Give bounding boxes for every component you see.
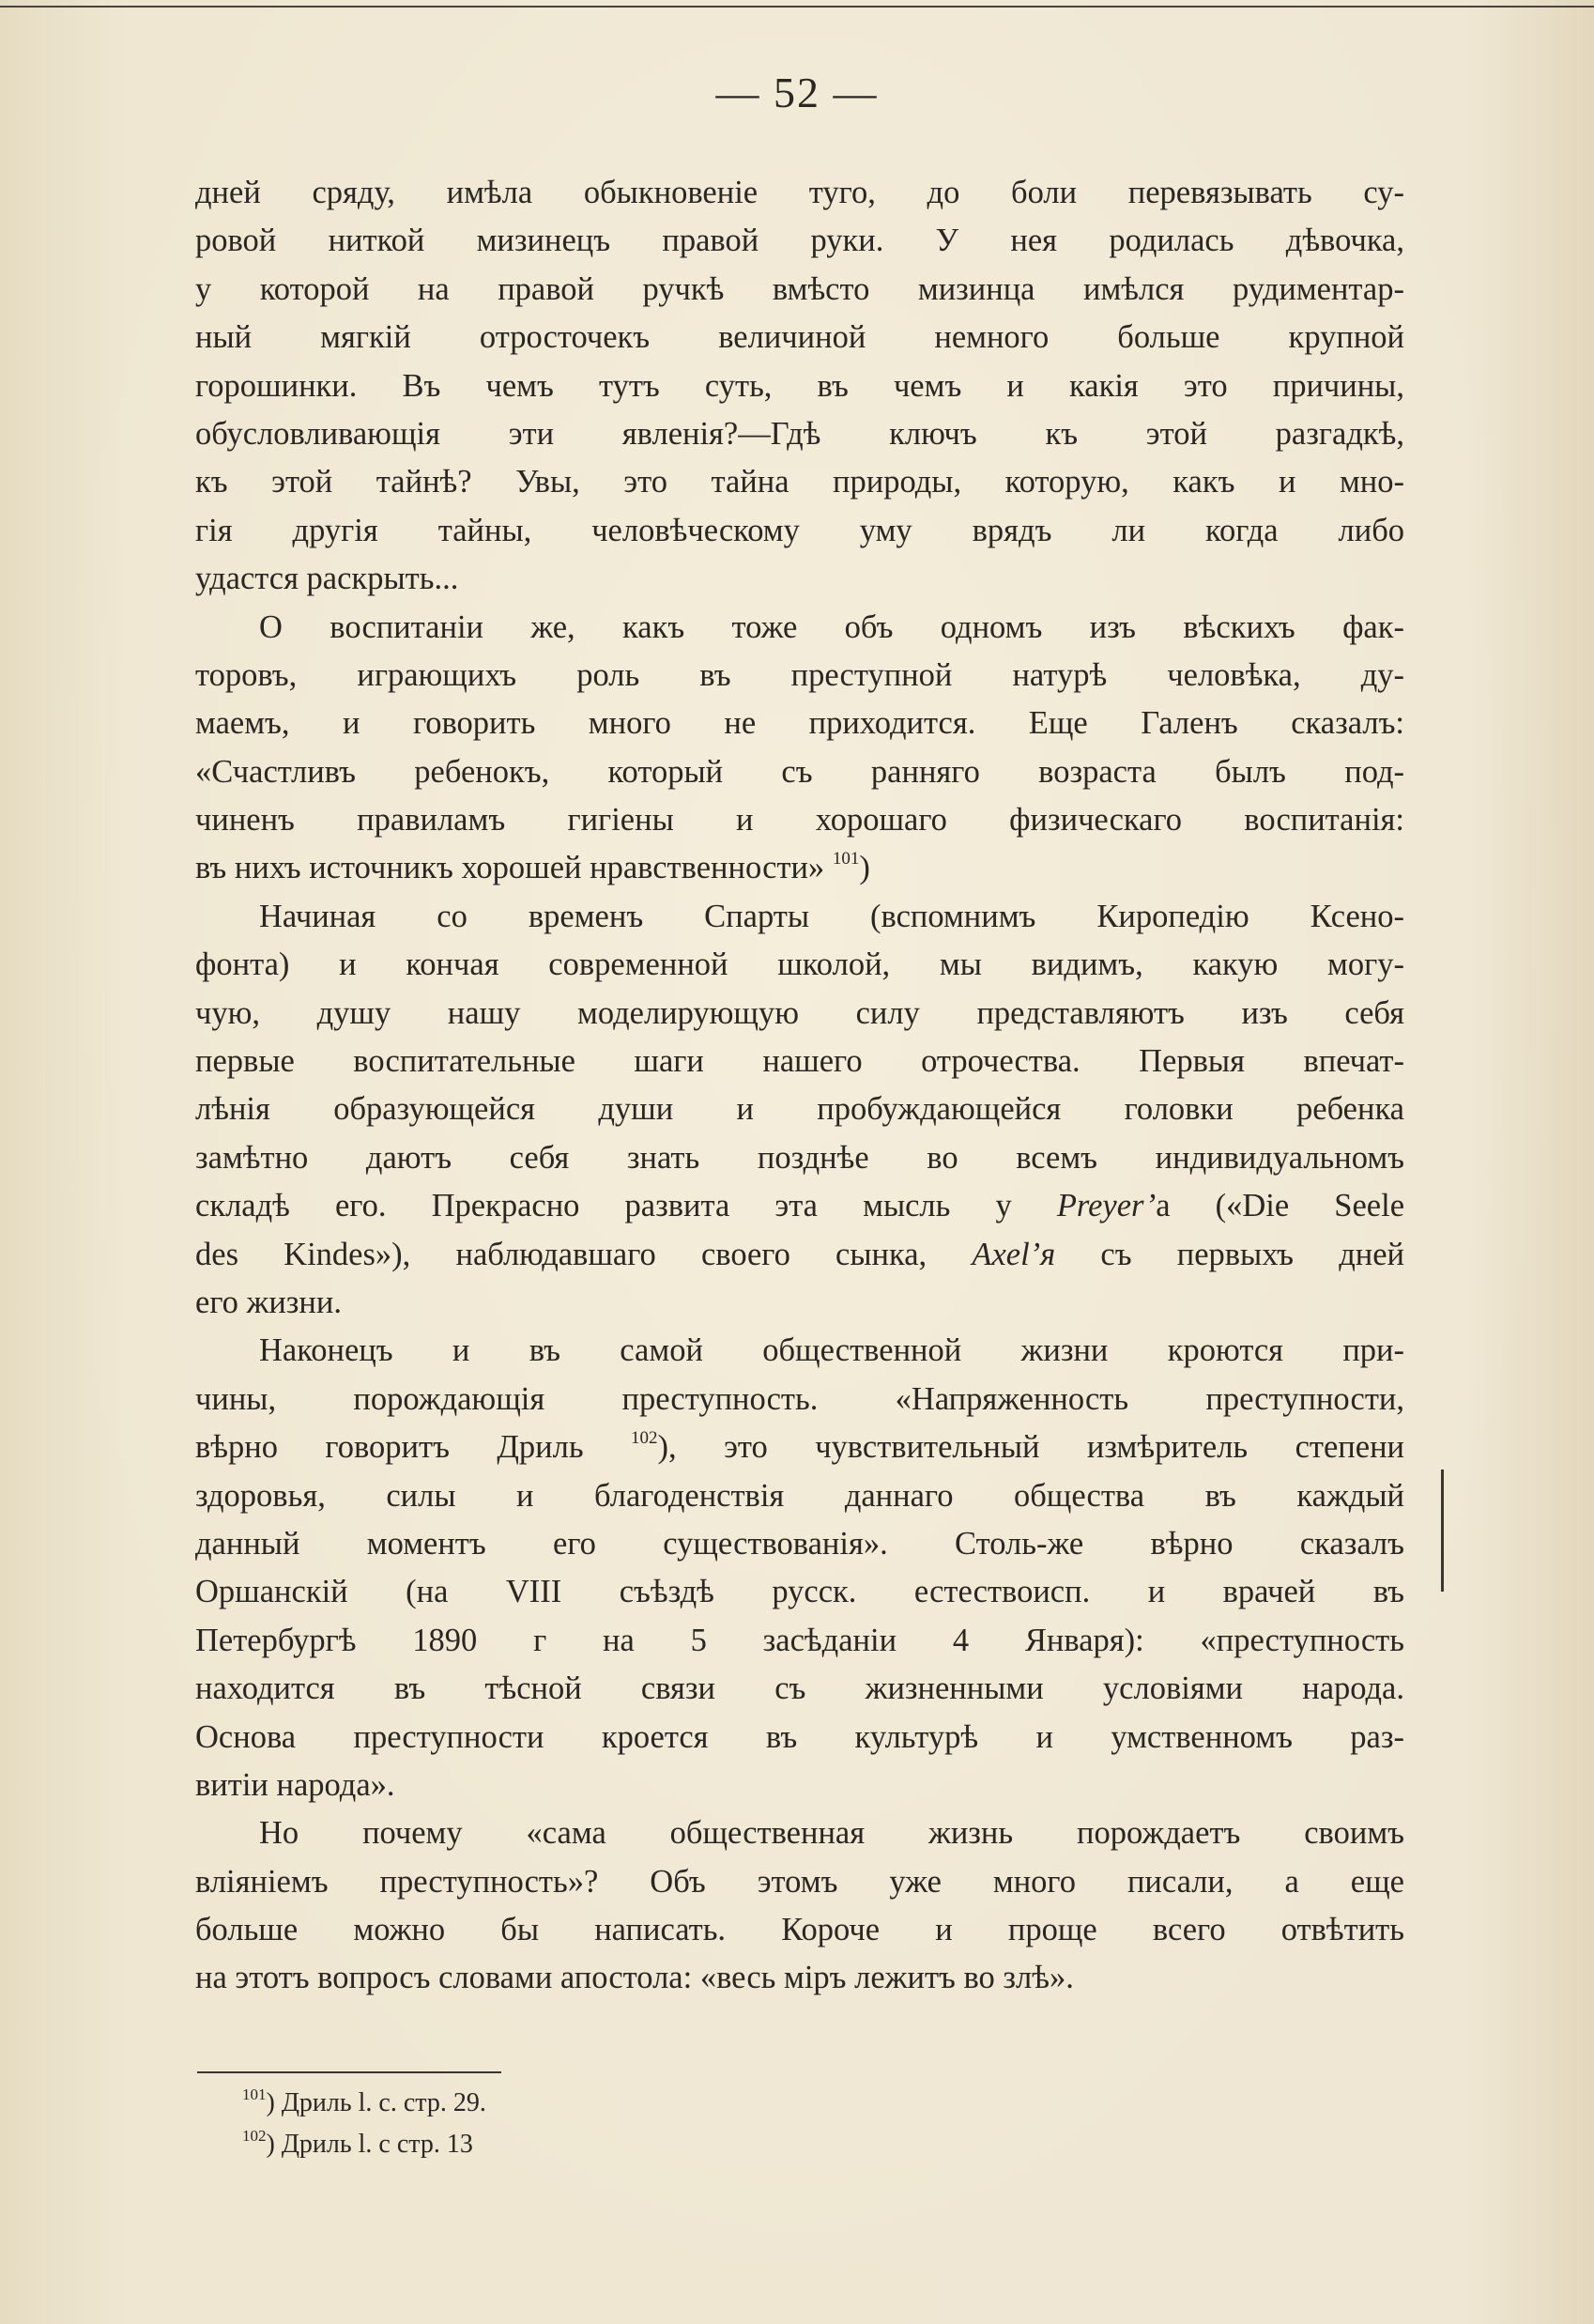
text-line (195, 1327, 1404, 1375)
text-segment: ный мягкiй отросточекъ величиной немного больше крупной (195, 319, 1404, 356)
text-line (195, 652, 1404, 700)
text-segment: des Kindes»), наблюдавшаго своего сынка, (195, 1236, 973, 1272)
text-segment: съ первыхъ дней (1055, 1236, 1405, 1272)
text-segment: его жизни. (195, 1284, 342, 1320)
text-line (195, 266, 1404, 314)
text-segment: Но почему «сама общественная жизнь порождаетъ своимъ (259, 1815, 1404, 1852)
text-line (195, 990, 1404, 1038)
text-line (195, 1665, 1404, 1713)
text-segment: горошинки. Въ чемъ тутъ суть, въ чемъ и какiя это причины, (195, 367, 1404, 404)
text-line (195, 796, 1404, 844)
text-line (195, 555, 1404, 603)
italic-name: Preyer’ (1056, 1188, 1157, 1224)
text-line (195, 1520, 1404, 1568)
top-border-line (0, 6, 1594, 8)
text-segment: маемъ, и говорить много не приходится. Еще Галенъ сказалъ: (195, 705, 1404, 742)
text-line (195, 604, 1404, 652)
text-segment: торовъ, играющихъ роль въ преступной натурѣ человѣка, ду- (195, 656, 1404, 693)
text-line (195, 1182, 1404, 1230)
paragraph (195, 893, 1404, 1328)
text-line (195, 941, 1404, 989)
text-segment: фонта) и кончая современной школой, мы видимъ, какую могу- (195, 947, 1404, 983)
text-line (195, 1231, 1404, 1279)
footnote-text: ) Дриль l. c стр. 13 (266, 2130, 473, 2159)
text-line (195, 1954, 1404, 2002)
text-segment: витiи народа». (195, 1766, 395, 1803)
text-line (195, 1134, 1404, 1182)
text-segment: гiя другiя тайны, человѣческому уму врядъ ли когда либо (195, 512, 1404, 548)
text-segment: удастся раскрыть... (195, 561, 459, 597)
text-line (195, 1714, 1404, 1762)
text-line (195, 1762, 1404, 1809)
text-line (195, 1809, 1404, 1857)
text-segment: на этотъ вопросъ словами апостола: «весь мiръ лежитъ во злѣ». (195, 1960, 1074, 1996)
text-line (195, 314, 1404, 362)
footnote (242, 2083, 1087, 2124)
text-segment: а («Die Seele (1156, 1188, 1405, 1224)
text-line (195, 1858, 1404, 1906)
body-text (195, 169, 1404, 2003)
text-segment: обусловливающiя эти явленiя?—Гдѣ ключъ къ этой разгадкѣ, (195, 415, 1404, 452)
text-segment: Оршанскiй (на VIII съѣздѣ русск. естествоисп. и врачей въ (195, 1574, 1404, 1610)
text-segment: чины, порождающiя преступность. «Напряженность преступности, (195, 1380, 1404, 1417)
text-line (195, 458, 1404, 506)
text-line (195, 1617, 1404, 1665)
text-segment: лѣнiя образующейся души и пробуждающейся головки ребенка (195, 1091, 1404, 1128)
text-line (195, 748, 1404, 796)
text-segment: находится въ тѣсной связи съ жизненными условiями народа. (195, 1670, 1404, 1707)
text-line (195, 217, 1404, 265)
text-line (195, 1906, 1404, 1954)
text-line (195, 410, 1404, 458)
text-segment: данный моментъ его существованiя». Столь-же вѣрно сказалъ (195, 1525, 1404, 1562)
text-segment: первые воспитательные шаги нашего отрочества. Первыя впечат- (195, 1043, 1404, 1080)
text-segment: О воспитанiи же, какъ тоже объ одномъ изъ вѣскихъ фак- (259, 608, 1404, 645)
footnote-separator (197, 2071, 501, 2073)
paragraph (195, 169, 1404, 604)
text-line (195, 507, 1404, 555)
text-segment: здоровья, силы и благоденствiя даннаго общества въ каждый (195, 1477, 1404, 1514)
text-segment: замѣтно даютъ себя знать позднѣе во всемъ индивидуальномъ (195, 1139, 1404, 1176)
text-line (195, 1376, 1404, 1424)
text-segment: вѣрно говоритъ Дриль (195, 1429, 632, 1466)
text-segment: ), это чувствительный измѣритель степени (657, 1429, 1405, 1466)
text-line (195, 844, 1404, 892)
text-segment: складѣ его. Прекрасно развита эта мысль у (195, 1188, 1057, 1224)
footnotes (242, 2083, 1087, 2165)
text-line (195, 1038, 1404, 1085)
paragraph (195, 1327, 1404, 1809)
text-segment: къ этой тайнѣ? Увы, это тайна природы, которую, какъ и мно- (195, 464, 1404, 500)
text-segment: у которой на правой ручкѣ вмѣсто мизинца имѣлся рудиментар- (195, 270, 1404, 307)
footnote-number: 102 (242, 2127, 267, 2145)
text-segment: «Счастливъ ребенокъ, который съ ранняго возраста былъ под- (195, 753, 1404, 790)
footnote-reference: 101 (832, 849, 860, 870)
text-line (195, 362, 1404, 410)
text-line (195, 1279, 1404, 1327)
italic-name: Axel’я (972, 1236, 1056, 1272)
text-line (195, 893, 1404, 941)
text-segment: чую, душу нашу моделирующую силу представляютъ изъ себя (195, 994, 1404, 1031)
text-segment: больше можно бы написать. Короче и проще всего отвѣтить (195, 1912, 1404, 1948)
footnote-text: ) Дриль l. c. стр. 29. (266, 2088, 486, 2117)
text-segment: въ нихъ источникъ хорошей нравственности» (195, 850, 833, 886)
text-segment: Наконецъ и въ самой общественной жизни кроются при- (259, 1332, 1404, 1369)
text-line (195, 1424, 1404, 1471)
text-segment: влiянiемъ преступность»? Объ этомъ уже много писали, а еще (195, 1863, 1404, 1900)
text-segment: Основа преступности кроется въ культурѣ и умственномъ раз- (195, 1718, 1404, 1755)
paragraph (195, 1809, 1404, 2003)
footnote (242, 2124, 1087, 2165)
footnote-number: 101 (242, 2085, 267, 2103)
page-number: — 52 — (715, 69, 879, 116)
margin-mark (1441, 1470, 1444, 1592)
footnote-reference: 102 (631, 1428, 658, 1449)
text-segment: Начиная со временъ Спарты (вспомнимъ Киропедiю Ксено- (259, 898, 1404, 934)
text-segment: чиненъ правиламъ гигiены и хорошаго физическаго воспитанiя: (195, 802, 1404, 839)
paragraph (195, 604, 1404, 893)
text-segment: ровой ниткой мизинецъ правой руки. У нея родилась дѣвочка, (195, 223, 1404, 259)
text-segment: ) (859, 850, 870, 886)
text-line (195, 700, 1404, 747)
text-line (195, 169, 1404, 217)
text-line (195, 1568, 1404, 1616)
text-segment: дней сряду, имѣла обыкновенiе туго, до боли перевязывать су- (195, 175, 1404, 210)
text-line (195, 1085, 1404, 1133)
text-segment: Петербургѣ 1890 г на 5 засѣданiи 4 Января): «преступность (195, 1622, 1404, 1658)
text-line (195, 1472, 1404, 1520)
